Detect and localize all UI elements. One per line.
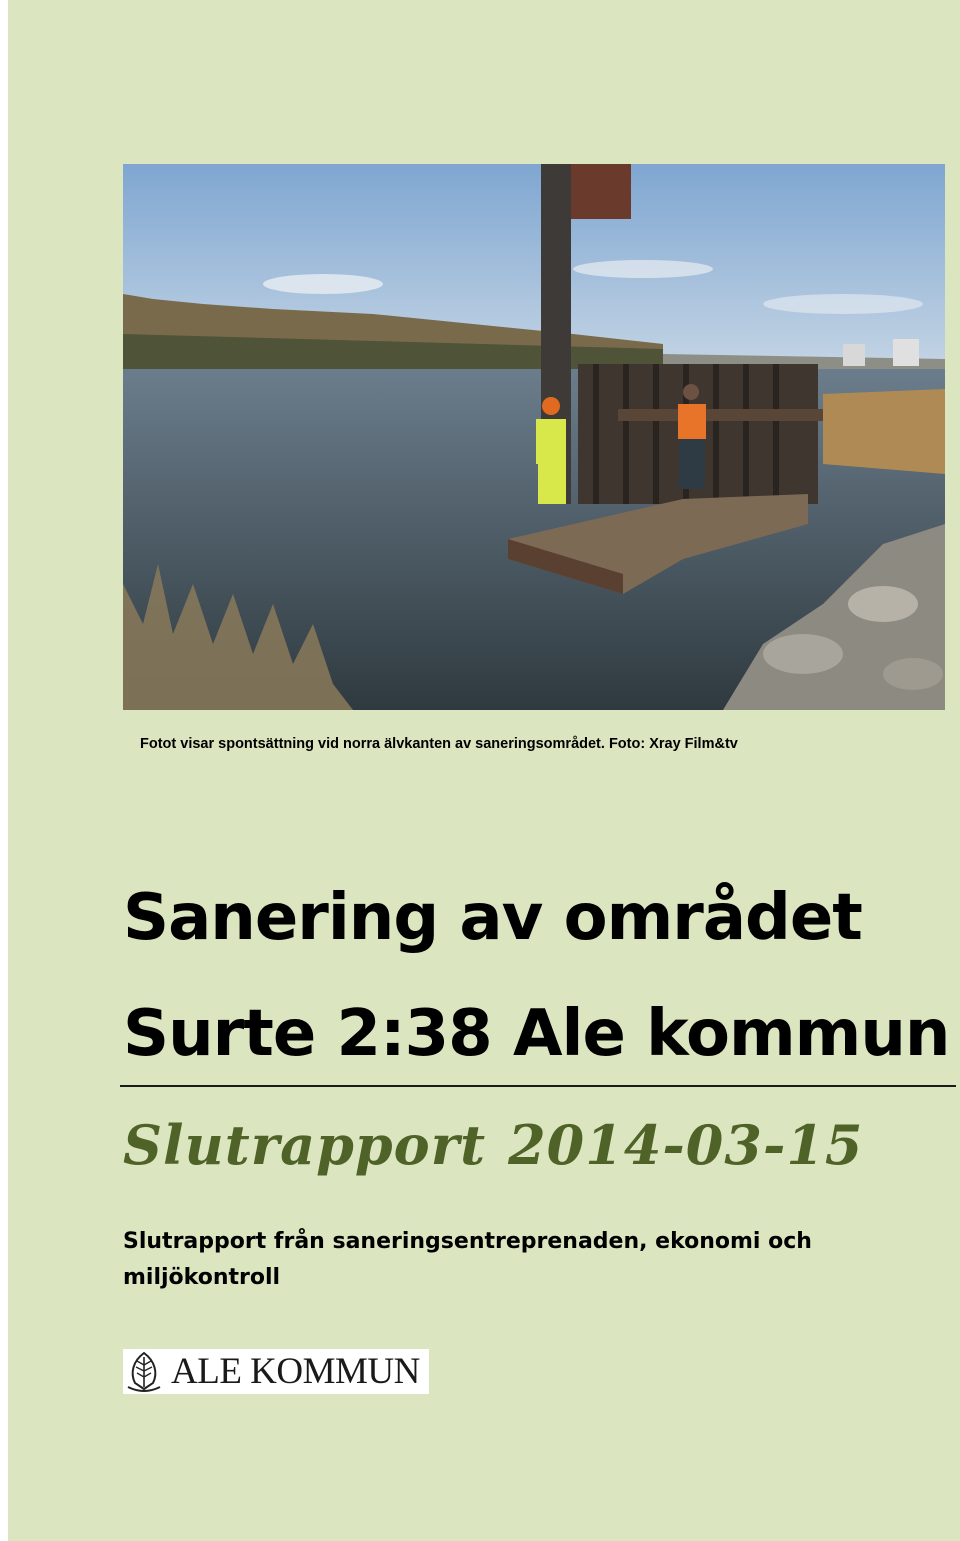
title-line-2: Surte 2:38 Ale kommun — [123, 997, 950, 1071]
logo-text: ALE KOMMUN — [171, 1351, 420, 1392]
title-divider — [120, 1085, 956, 1087]
ale-kommun-logo — [123, 1349, 429, 1394]
subtitle-date: 2014-03-15 — [508, 1113, 864, 1177]
report-subtitle — [123, 1113, 864, 1177]
subtitle-label: Slutrapport — [123, 1113, 487, 1177]
cover-photo — [123, 164, 945, 710]
leaf-emblem-icon — [125, 1351, 163, 1393]
report-description: Slutrapport från saneringsentreprenaden, ekonomi och miljökontroll — [123, 1229, 812, 1290]
photo-caption: Fotot visar spontsättning vid norra älvkanten av saneringsområdet. Foto: Xray Film&tv — [140, 736, 738, 752]
title-line-1: Sanering av området — [123, 881, 862, 955]
